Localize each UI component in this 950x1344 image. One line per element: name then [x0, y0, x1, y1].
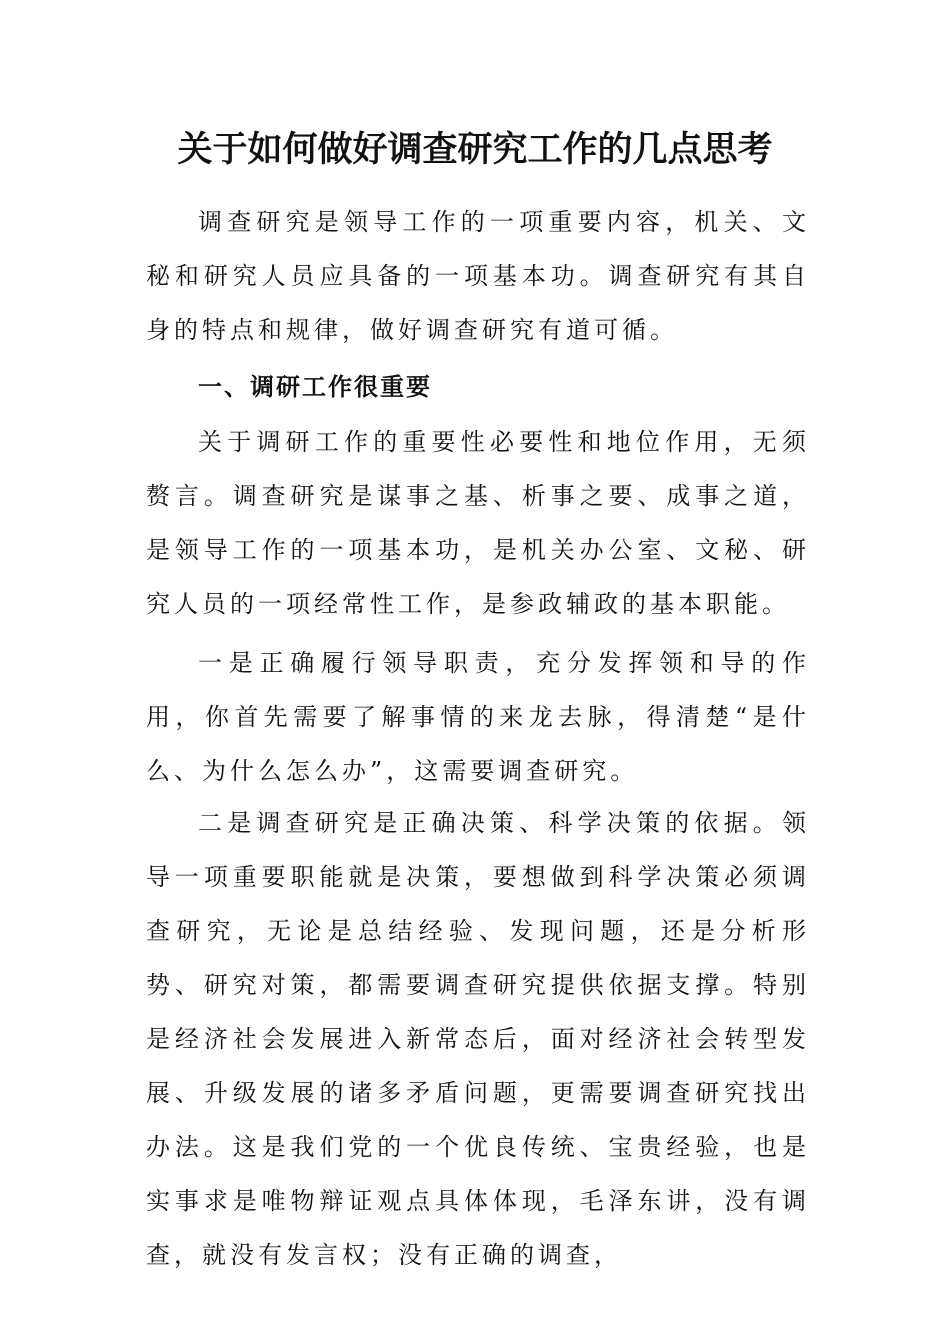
body-paragraph-importance: 关于调研工作的重要性必要性和地位作用，无须赘言。调查研究是谋事之基、析事之要、成事之道，是领导工作的一项基本功，是机关办公室、文秘、研究人员的一项经常性工作，是参政辅政的基本职能。	[146, 428, 810, 618]
section-heading: 一、调研工作很重要	[198, 372, 432, 401]
document-title: 关于如何做好调查研究工作的几点思考	[177, 129, 773, 170]
body-paragraph-first-point: 一是正确履行领导职责，充分发挥领和导的作用，你首先需要了解事情的来龙去脉，得清楚“是什么、为什么怎么办”，这需要调查研究。	[146, 649, 810, 785]
body-paragraph-second-point: 二是调查研究是正确决策、科学决策的依据。领导一项重要职能就是决策，要想做到科学决策必须调查研究，无论是总结经验、发现问题，还是分析形势、研究对策，都需要调查研究提供依据支撑。特别是经济社会发展进入新常态后，面对经济社会转型发展、升级发展的诸多矛盾问题，更需要调查研究找出办法。这是我们党的一个优良传统、宝贵经验，也是实事求是唯物辩证观点具体体现，毛泽东讲，没有调查，就没有发言权；没有正确的调查，	[146, 809, 810, 1269]
intro-paragraph: 调查研究是领导工作的一项重要内容，机关、文秘和研究人员应具备的一项基本功。调查研究有其自身的特点和规律，做好调查研究有道可循。	[146, 208, 810, 344]
